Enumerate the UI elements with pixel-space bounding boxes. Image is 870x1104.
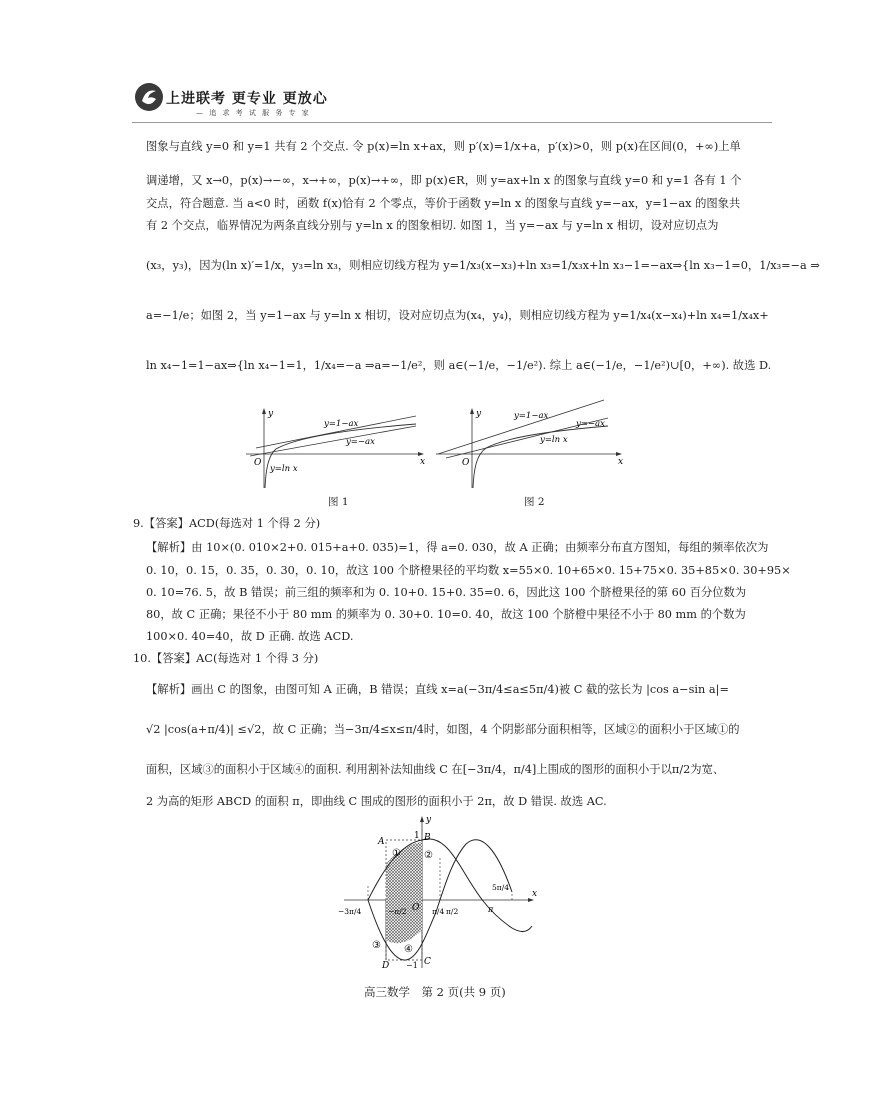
fig1-label-origin: O xyxy=(254,458,262,468)
header-divider xyxy=(132,122,772,123)
q8-line-6: a=−1/e；如图 2，当 y=1−ax 与 y=ln x 相切，设对应切点为(x₄，y₄)，则相应切线方程为 y=1/x₄(x−x₄)+ln x₄=1/x₄x+ xyxy=(146,309,769,322)
figure-3 xyxy=(336,812,542,974)
figure-2 xyxy=(432,404,628,490)
fig3-tick-pi: π xyxy=(488,905,494,914)
q8-line-5: (x₃，y₃)，因为(ln x)′=1/x，y₃=ln x₃，则相应切线方程为 y=1/x₃(x−x₃)+ln x₃=1/x₃x+ln x₃−1=−ax⇒{ln x₃−1=0，1/x₃=−a ⇒ xyxy=(146,259,820,272)
fig3-label-one: 1 xyxy=(414,831,420,841)
q10-line-3: 面积，区域③的面积小于区域④的面积. 利用割补法知曲线 C 在[−3π/4，π/4]上围成的图形的面积小于以π/2为宽、 xyxy=(146,763,725,776)
fig2-caption: 图 2 xyxy=(524,496,545,508)
fig2-label-x: x xyxy=(618,457,624,467)
q9-line-2: 0. 10，0. 15，0. 35，0. 30，0. 10，故这 100 个脐橙果径的平均数 x=55×0. 10+65×0. 15+75×0. 35+85×0. 30+95× xyxy=(146,564,791,577)
fig3-label-region-3: ③ xyxy=(372,940,381,951)
q8-line-7: ln x₄−1=1−ax⇒{ln x₄−1=1，1/x₄=−a ⇒a=−1/e²，则 a∈(−1/e，−1/e²). 综上 a∈(−1/e，−1/e²)∪[0，+∞). 故选 D. xyxy=(146,359,772,372)
fig2-label-y: y xyxy=(476,409,482,419)
fig3-label-b: B xyxy=(424,833,431,843)
fig3-label-x: x xyxy=(532,889,538,899)
fig3-tick-pi-2: π/2 xyxy=(446,907,459,916)
fig3-label-region-4: ④ xyxy=(404,944,413,955)
fig3-label-a: A xyxy=(378,837,385,847)
fig3-label-d: D xyxy=(382,961,390,971)
fig1-label-y: y xyxy=(268,409,274,419)
fig3-label-neg-one: −1 xyxy=(406,961,418,970)
fig3-tick-neg-pi-2: −π/2 xyxy=(388,907,407,916)
fig3-label-c: C xyxy=(424,957,431,967)
q9-line-3: 0. 10=76. 5，故 B 错误；前三组的频率和为 0. 10+0. 15+0. 35=0. 6，因此这 100 个脐橙果径的第 60 百分位数为 xyxy=(146,586,747,599)
fig3-tick-pi-4: π/4 xyxy=(432,907,445,916)
fig2-label-origin: O xyxy=(462,458,470,468)
q10-line-1: 【解析】画出 C 的图象，由图可知 A 正确，B 错误；直线 x=a(−3π/4≤a≤5π/4)被 C 截的弦长为 |cos a−sin a|= xyxy=(146,683,729,696)
fig1-line-ax xyxy=(250,426,416,456)
logo-title: 上进联考 更专业 更放心 xyxy=(166,91,328,107)
q9-line-1: 【解析】由 10×(0. 010×2+0. 015+a+0. 035)=1，得 a=0. 030，故 A 正确；由频率分布直方图知，每组的频率依次为 xyxy=(146,541,769,554)
q8-line-1: 图象与直线 y=0 和 y=1 共有 2 个交点. 令 p(x)=ln x+ax，则 p′(x)=1/x+a，p′(x)>0，则 p(x)在区间(0，+∞)上单 xyxy=(146,140,741,153)
q10-line-4: 2 为高的矩形 ABCD 的面积 π，即曲线 C 围成的图形的面积小于 2π，故 D 错误. 故选 AC. xyxy=(146,795,607,808)
q8-line-4: 有 2 个交点，临界情况为两条直线分别与 y=ln x 的图象相切. 如图 1，当 y=−ax 与 y=ln x 相切，设对应切点为 xyxy=(146,219,719,232)
q9-title: 9.【答案】ACD(每选对 1 个得 2 分) xyxy=(133,517,321,530)
fig3-label-region-2: ② xyxy=(424,850,433,861)
q8-line-2: 调递增，又 x→0，p(x)→−∞，x→+∞，p(x)→+∞，即 p(x)∈R，则 y=ax+ln x 的图象与直线 y=0 和 y=1 各有 1 个 xyxy=(146,174,742,187)
fig2-label-line2: y=−ax xyxy=(576,419,605,429)
q8-line-3: 交点，符合题意. 当 a<0 时，函数 f(x)恰有 2 个零点，等价于函数 y=ln x 的图象与直线 y=−ax，y=1−ax 的图象共 xyxy=(146,197,741,210)
page-footer: 高三数学 第 2 页(共 9 页) xyxy=(364,985,506,999)
fig1-ln-curve xyxy=(265,424,416,488)
logo-subtitle: — 追 求 考 试 服 务 专 家 xyxy=(196,109,311,117)
fig2-label-curve: y=ln x xyxy=(540,435,568,445)
fig2-label-line1: y=1−ax xyxy=(514,411,549,421)
q10-line-2: √2 |cos(a+π/4)| ≤√2，故 C 正确；当−3π/4≤x≤π/4时，如图，4 个阴影部分面积相等，区域②的面积小于区域①的 xyxy=(146,723,740,736)
q10-title: 10.【答案】AC(每选对 1 个得 3 分) xyxy=(133,652,319,665)
fig1-caption: 图 1 xyxy=(328,496,349,508)
fig3-label-y: y xyxy=(426,815,432,825)
fig3-tick-neg-3pi-4: −3π/4 xyxy=(338,907,362,916)
logo-icon xyxy=(134,82,164,112)
fig1-label-line1: y=1−ax xyxy=(324,419,359,429)
fig3-label-region-1: ① xyxy=(392,848,401,859)
figure-1 xyxy=(240,404,430,490)
fig3-label-origin: O xyxy=(412,903,420,913)
q9-line-4: 80，故 C 正确；果径不小于 80 mm 的频率为 0. 30+0. 10=0. 40，故这 100 个脐橙中果径不小于 80 mm 的个数为 xyxy=(146,608,746,621)
fig1-label-line2: y=−ax xyxy=(346,437,375,447)
fig1-label-x: x xyxy=(420,457,426,467)
q9-line-5: 100×0. 40=40，故 D 正确. 故选 ACD. xyxy=(146,630,354,643)
fig3-tick-5pi-4: 5π/4 xyxy=(492,883,509,892)
fig1-label-curve: y=ln x xyxy=(270,464,298,474)
